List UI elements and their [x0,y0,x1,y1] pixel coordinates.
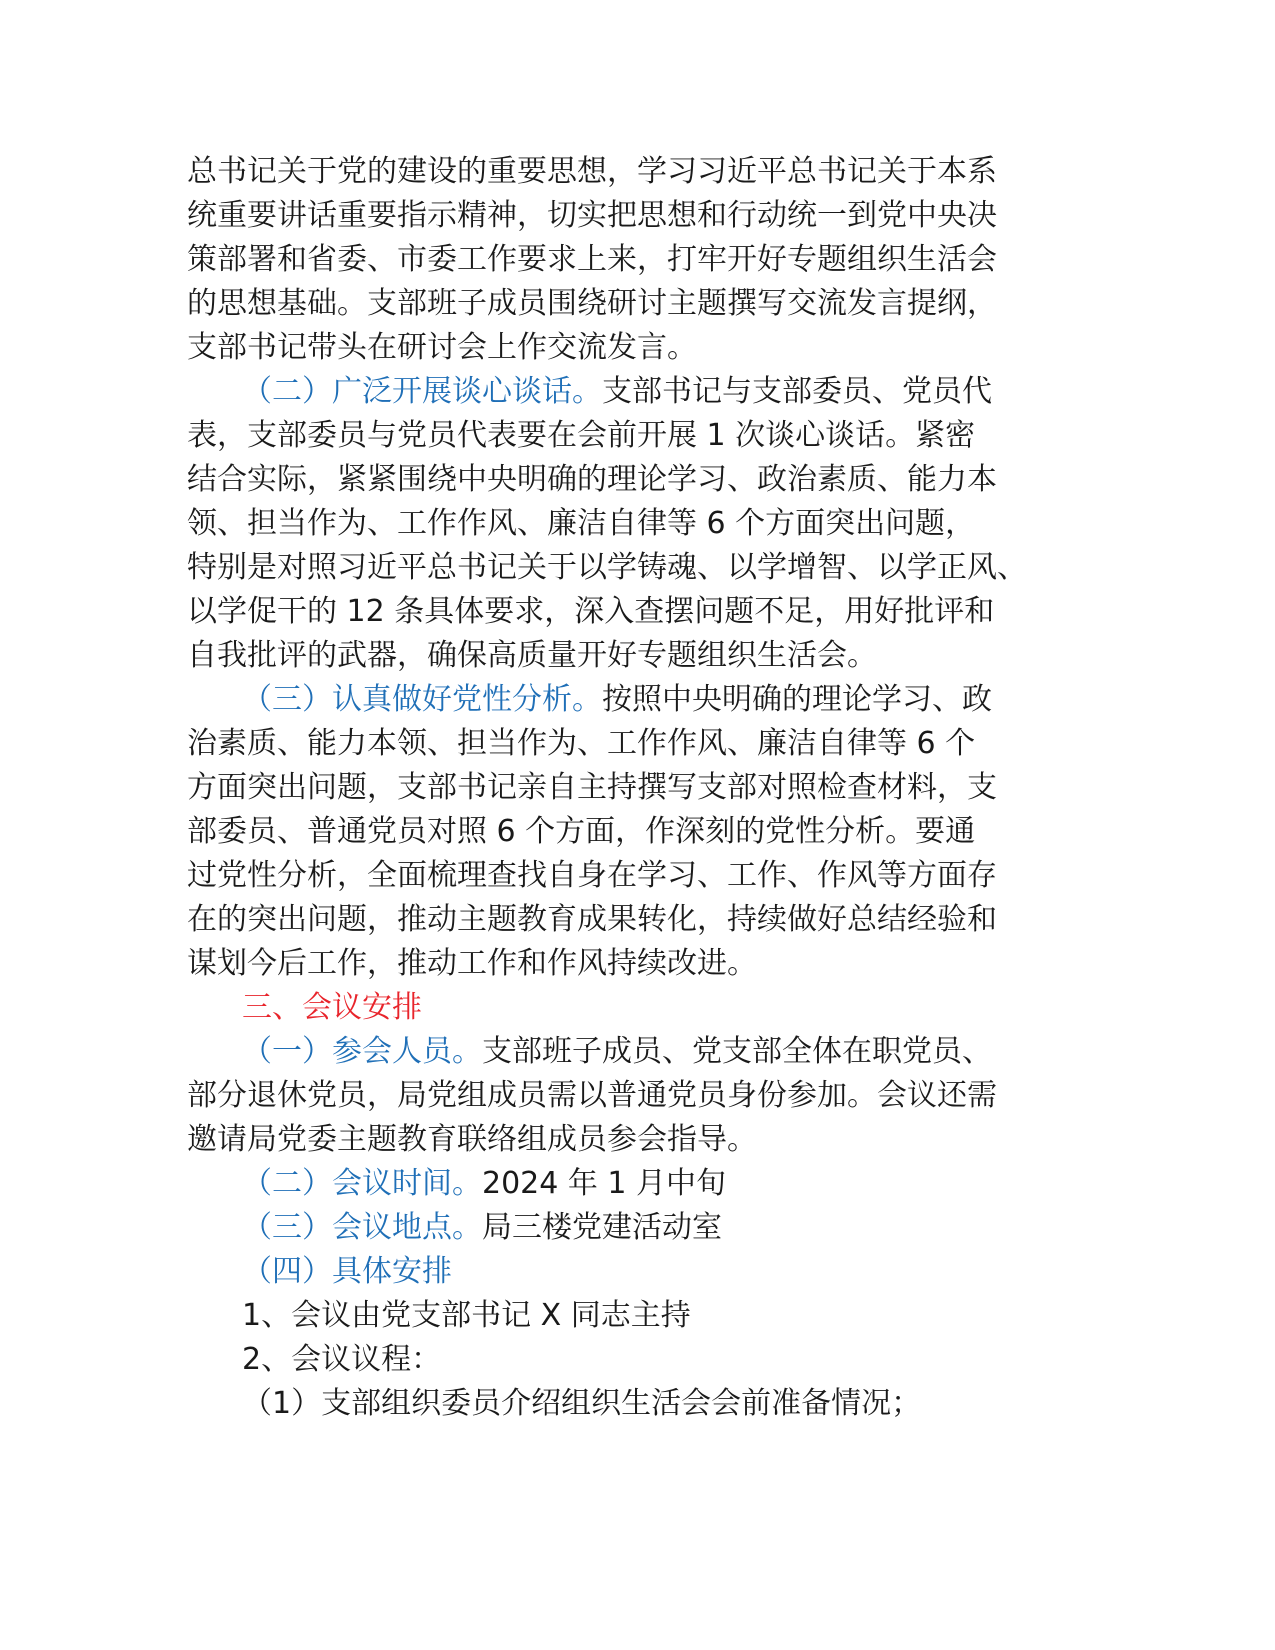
paragraph-line [242,1250,452,1294]
list-item: （1）支部组织委员介绍组织生活会会前准备情况； [242,1386,922,1421]
paragraph-line: 部分退休党员，局党组成员需以普通党员身份参加。会议还需 [187,1078,997,1113]
paragraph-line [242,1206,722,1250]
paragraph-line: 领、担当作为、工作作风、廉洁自律等 6 个方面突出问题， [187,506,976,541]
paragraph-line: 邀请局党委主题教育联络组成员参会指导。 [187,1122,757,1157]
subheading: （二）广泛开展谈心谈话。 [242,374,602,409]
paragraph-line [242,1030,992,1074]
paragraph-line: 部委员、普通党员对照 6 个方面，作深刻的党性分析。要通 [187,814,976,849]
paragraph-line: 在的突出问题，推动主题教育成果转化，持续做好总结经验和 [187,902,997,937]
paragraph-text: 2024 年 1 月中旬 [482,1166,727,1201]
paragraph-line: 自我批评的武器，确保高质量开好专题组织生活会。 [187,638,877,673]
paragraph-line: 方面突出问题，支部书记亲自主持撰写支部对照检查材料，支 [187,770,997,805]
paragraph-line: 谋划今后工作，推动工作和作风持续改进。 [187,946,757,981]
subheading: （四）具体安排 [242,1254,452,1289]
subheading: （三）会议地点。 [242,1210,482,1245]
list-item: 1、会议由党支部书记 X 同志主持 [242,1298,691,1333]
paragraph-text: 局三楼党建活动室 [482,1210,722,1245]
paragraph-text: 按照中央明确的理论学习、政 [602,682,992,717]
paragraph-line: 总书记关于党的建设的重要思想，学习习近平总书记关于本系 [187,154,997,189]
paragraph-text: 支部书记与支部委员、党员代 [602,374,992,409]
paragraph-text: 支部班子成员、党支部全体在职党员、 [482,1034,992,1069]
subheading: （一）参会人员。 [242,1034,482,1069]
paragraph-line: 以学促干的 12 条具体要求，深入查摆问题不足，用好批评和 [187,594,995,629]
paragraph-line: 支部书记带头在研讨会上作交流发言。 [187,330,697,365]
paragraph-line: 治素质、能力本领、担当作为、工作作风、廉洁自律等 6 个 [187,726,976,761]
subheading: （三）认真做好党性分析。 [242,682,602,717]
paragraph-line: 统重要讲话重要指示精神，切实把思想和行动统一到党中央决 [187,198,997,233]
paragraph-line: 策部署和省委、市委工作要求上来，打牢开好专题组织生活会 [187,242,997,277]
paragraph-line: 的思想基础。支部班子成员围绕研讨主题撰写交流发言提纲， [187,286,997,321]
paragraph-line [242,1162,726,1206]
paragraph-line: 表，支部委员与党员代表要在会前开展 1 次谈心谈话。紧密 [187,418,976,453]
subheading: （二）会议时间。 [242,1166,482,1201]
paragraph-line: 结合实际，紧紧围绕中央明确的理论学习、政治素质、能力本 [187,462,997,497]
section-heading: 三、会议安排 [242,990,422,1025]
paragraph-line [242,370,992,414]
list-item: 2、会议议程： [242,1342,442,1377]
paragraph-line: 过党性分析，全面梳理查找自身在学习、工作、作风等方面存 [187,858,997,893]
paragraph-line: 特别是对照习近平总书记关于以学铸魂、以学增智、以学正风、 [187,550,1027,585]
paragraph-line [242,678,992,722]
